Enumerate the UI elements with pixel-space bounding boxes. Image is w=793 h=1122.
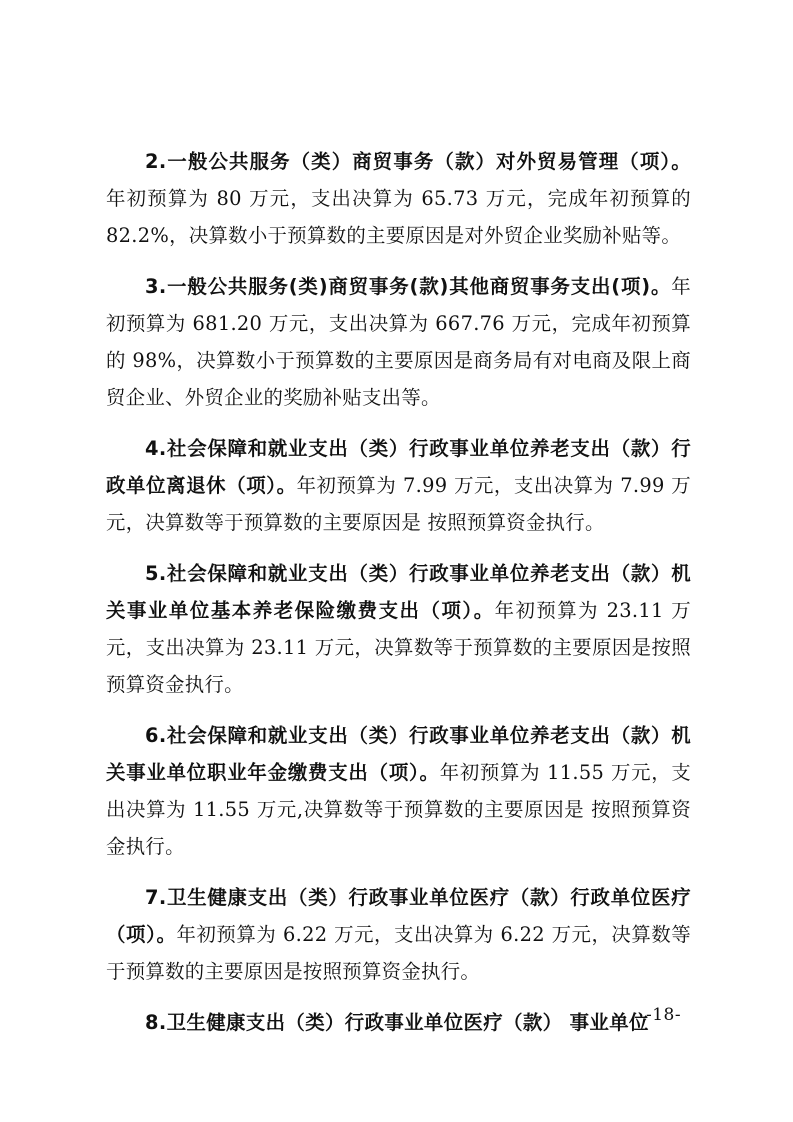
paragraph-heading: 4.社会保障和就业支出（类）行政事业单位养老支出（款）行政单位离退休（项）。	[106, 437, 691, 497]
paragraph-heading: 6.社会保障和就业支出（类）行政事业单位养老支出（款）机关事业单位职业年金缴费支出（项）。	[106, 724, 691, 784]
paragraph-heading: 7.卫生健康支出（类）行政事业单位医疗（款）行政单位医疗（项）。	[106, 886, 691, 946]
paragraph-item-7	[106, 879, 691, 990]
paragraph-item-3	[106, 268, 691, 416]
paragraph-heading: 3.一般公共服务(类)商贸事务(款)其他商贸事务支出(项)。	[145, 275, 672, 298]
paragraph-item-4	[106, 430, 691, 541]
paragraph-item-2	[106, 143, 691, 254]
paragraph-item-6	[106, 717, 691, 865]
paragraph-heading: 2.一般公共服务（类）商贸事务（款）对外贸易管理（项）。	[145, 150, 691, 173]
paragraph-text: 年初预算为 23.11 万元，支出决算为 23.11 万元，决算数等于预算数的主要原因是按照预算资金执行。	[106, 599, 691, 696]
paragraph-text: 年初预算为 681.20 万元，支出决算为 667.76 万元，完成年初预算的 98%，决算数小于预算数的主要原因是商务局有对电商及限上商贸企业、外贸企业的奖励补贴支出等。	[106, 275, 691, 409]
paragraph-heading: 8.卫生健康支出（类）行政事业单位医疗（款） 事业单位	[145, 1011, 649, 1034]
paragraph-heading: 5.社会保障和就业支出（类）行政事业单位养老支出（款）机关事业单位基本养老保险缴费支出（项）。	[106, 562, 691, 622]
paragraph-item-8	[106, 1004, 691, 1041]
paragraph-text: 年初预算为 6.22 万元，支出决算为 6.22 万元，决算数等于预算数的主要原因是按照预算资金执行。	[106, 923, 691, 983]
paragraph-text: 年初预算为 80 万元，支出决算为 65.73 万元，完成年初预算的 82.2%，决算数小于预算数的主要原因是对外贸企业奖励补贴等。	[106, 187, 691, 247]
document-body	[106, 143, 691, 1055]
page-number: -18-	[646, 1005, 682, 1025]
paragraph-item-5	[106, 555, 691, 703]
paragraph-text: 年初预算为 11.55 万元，支出决算为 11.55 万元,决算数等于预算数的主要原因是 按照预算资金执行。	[106, 761, 691, 858]
paragraph-text: 年初预算为 7.99 万元，支出决算为 7.99 万元，决算数等于预算数的主要原因是 按照预算资金执行。	[106, 474, 691, 534]
